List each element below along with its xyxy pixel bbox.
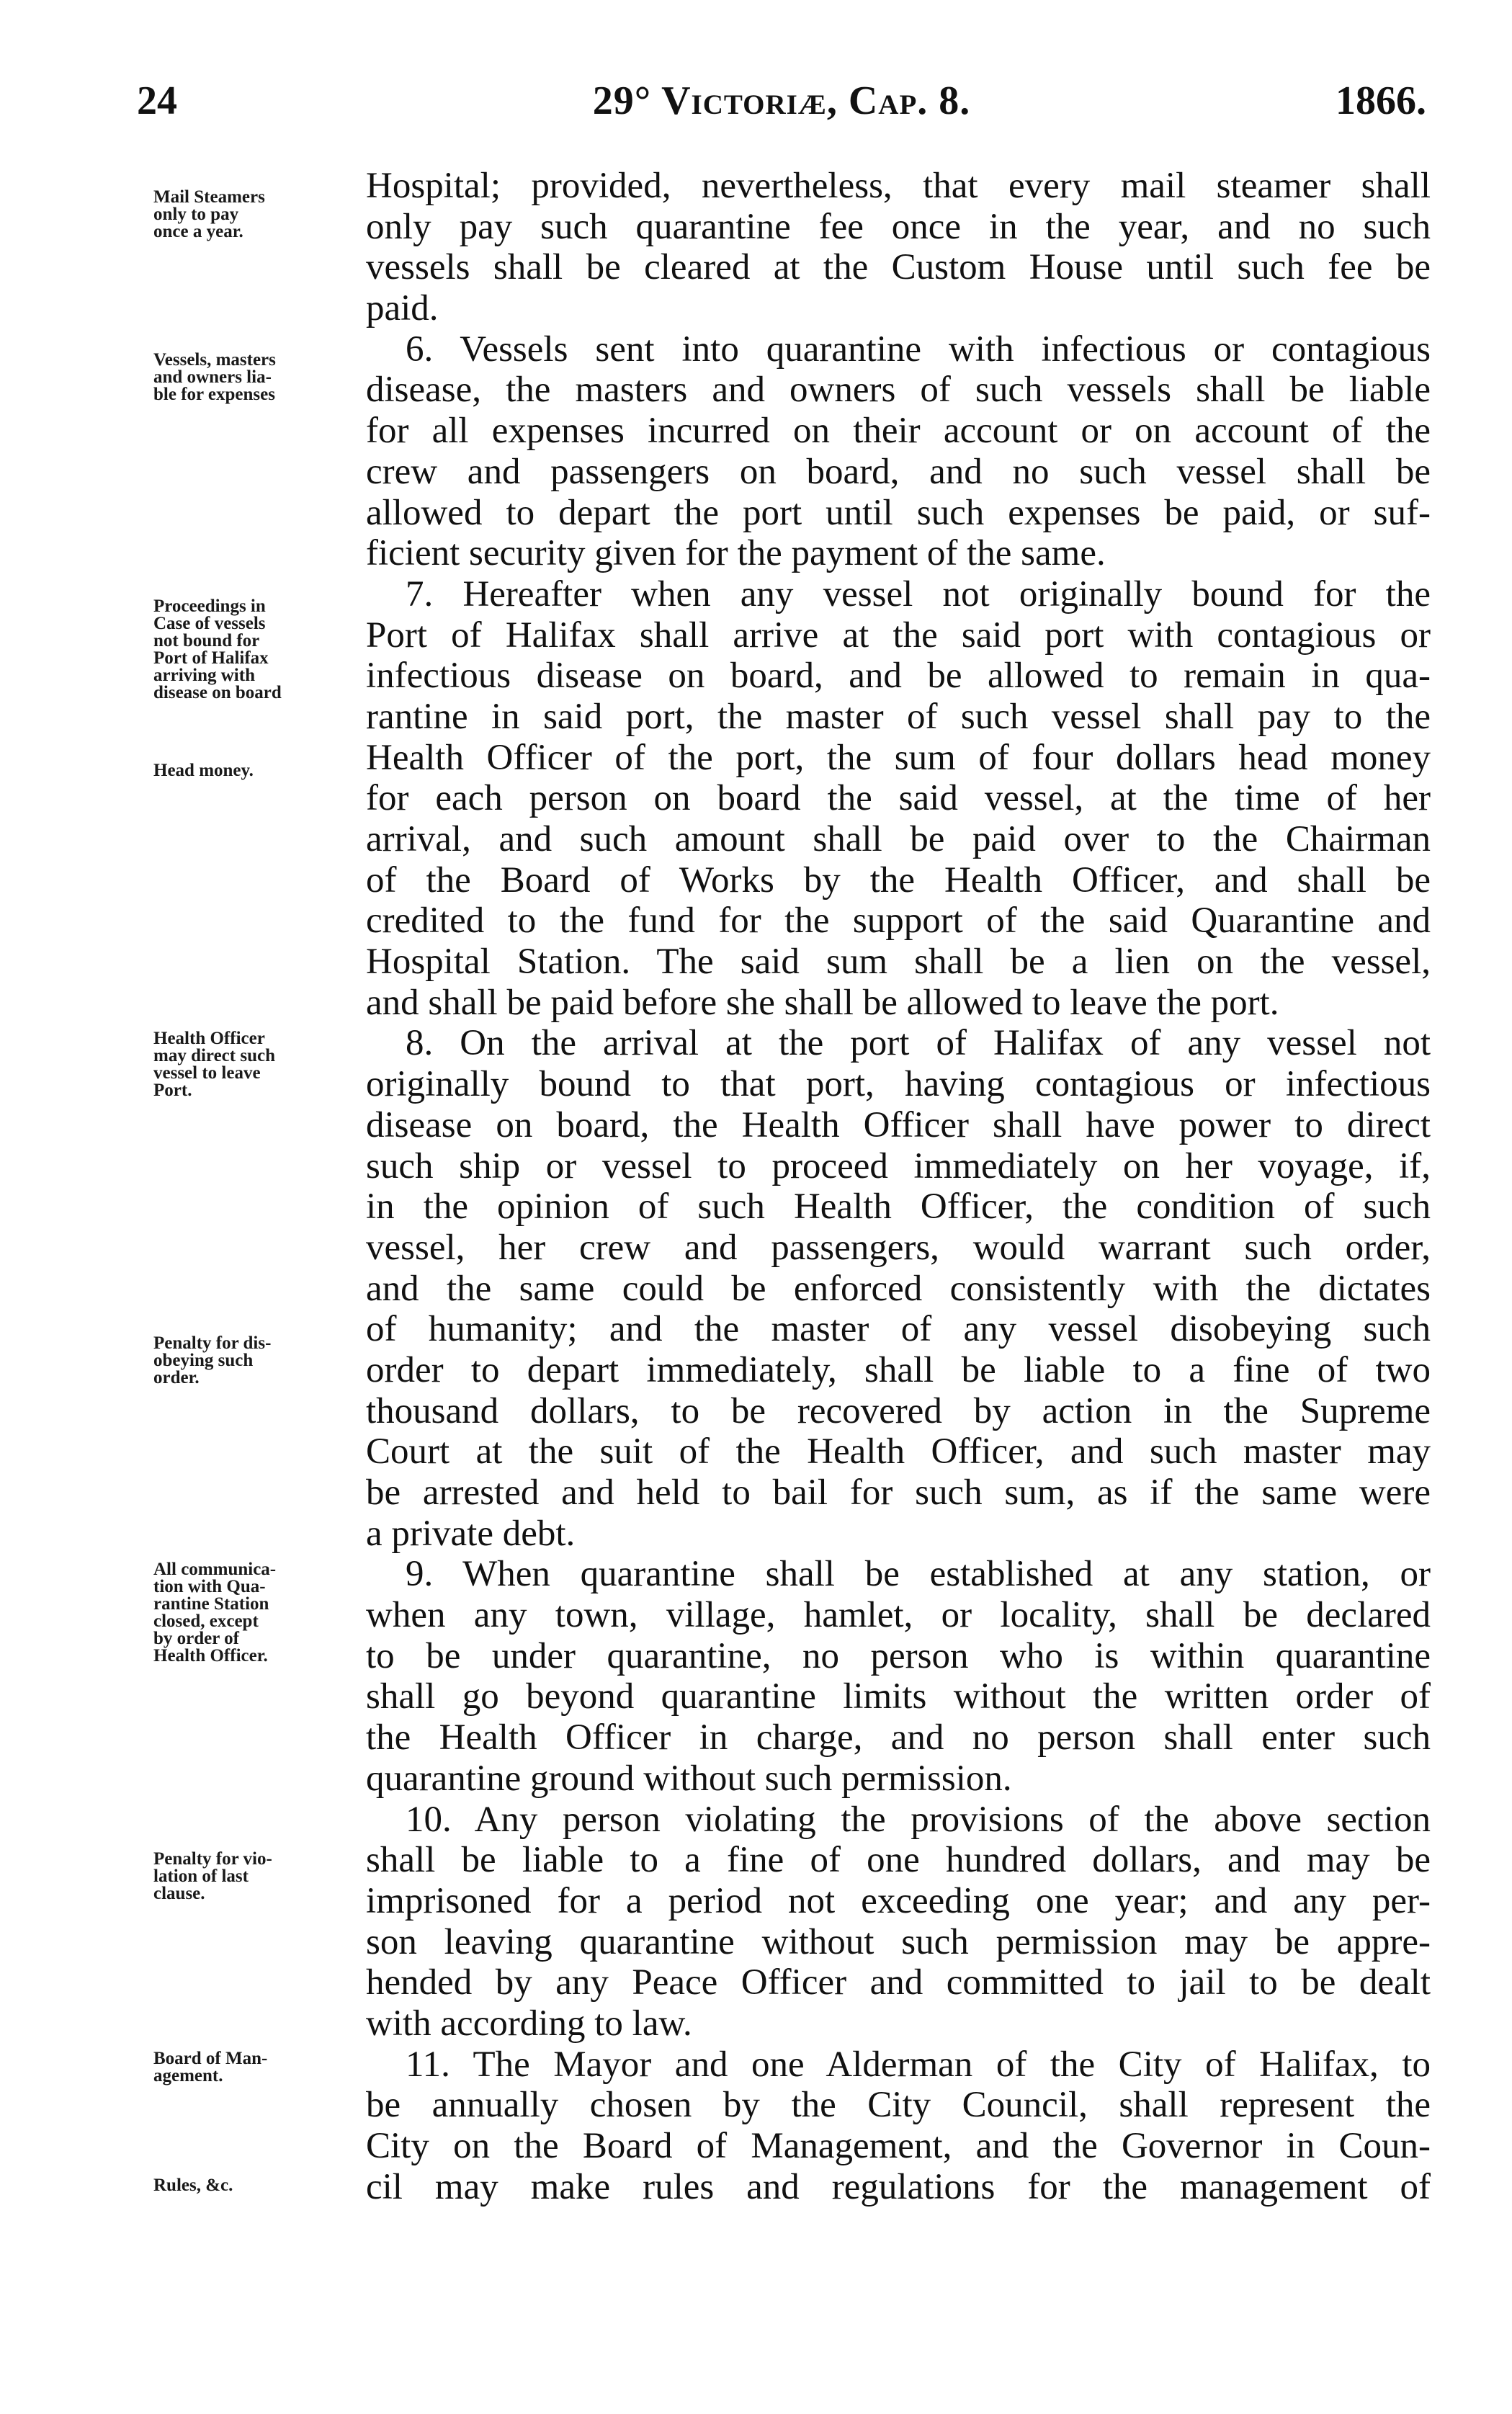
margin-note-head-money: Head money. [153, 761, 254, 780]
text-line: with according to law. [366, 2003, 692, 2044]
text-line: such ship or vessel to proceed immediately on her voyage, if, [366, 1145, 1431, 1186]
margin-note-board-management: Board of Man- agement. [153, 2049, 268, 2086]
header-year: 1866. [1336, 79, 1426, 123]
running-header [137, 72, 1426, 130]
text-line: Port of Halifax shall arrive at the said port with contagious or [366, 614, 1431, 656]
text-line: imprisoned for a period not exceeding one year; and any per- [366, 1880, 1431, 1921]
text-line: to be under quarantine, no person who is within quarantine [366, 1635, 1431, 1676]
section-7-start: 7. Hereafter when any vessel not originally bound for the [406, 573, 1431, 614]
text-line: disease on board, the Health Officer shall have power to direct [366, 1104, 1431, 1145]
header-title: 29° Victoriæ, Cap. 8. [592, 79, 971, 123]
text-line: quarantine ground without such permission. [366, 1758, 1012, 1799]
text-line: originally bound to that port, having contagious or infectious [366, 1064, 1431, 1105]
section-11-start: 11. The Mayor and one Alderman of the City of Halifax, to [406, 2044, 1431, 2085]
text-line: credited to the fund for the support of the said Quarantine and [366, 900, 1431, 942]
section-9-start: 9. When quarantine shall be established at any station, or [406, 1554, 1431, 1595]
section-10-start: 10. Any person violating the provisions of the above section [406, 1799, 1431, 1840]
text-line: only pay such quarantine fee once in the year, and no such [366, 206, 1431, 247]
text-line: vessel, her crew and passengers, would warrant such order, [366, 1227, 1431, 1268]
text-line: son leaving quarantine without such permission may be appre- [366, 1921, 1431, 1962]
text-line: shall be liable to a fine of one hundred dollars, and may be [366, 1840, 1431, 1881]
page-number: 24 [137, 79, 177, 123]
margin-note-vessels-liable: Vessels, masters and owners lia- ble for expenses [153, 350, 276, 404]
text-line: rantine in said port, the master of such vessel shall pay to the [366, 696, 1431, 737]
text-line: crew and passengers on board, and no such vessel shall be [366, 451, 1431, 492]
text-line: Health Officer of the port, the sum of four dollars head money [366, 737, 1431, 778]
text-line: thousand dollars, to be recovered by action in the Supreme [366, 1390, 1431, 1431]
text-line: of the Board of Works by the Health Officer, and shall be [366, 859, 1431, 900]
margin-note-mail-steamers: Mail Steamers only to pay once a year. [153, 187, 265, 241]
margin-note-communication-closed: All communica- tion with Qua- rantine Station closed, except by order of Health Officer. [153, 1560, 277, 1666]
text-line: vessels shall be cleared at the Custom House until such fee be [366, 247, 1431, 288]
text-line: for all expenses incurred on their account or on account of the [366, 411, 1431, 452]
text-line: be arrested and held to bail for such sum, as if the same were [366, 1472, 1431, 1513]
text-line: allowed to depart the port until such expenses be paid, or suf- [366, 492, 1431, 533]
section-8-start: 8. On the arrival at the port of Halifax of any vessel not [406, 1023, 1431, 1064]
text-line: shall go beyond quarantine limits without the written order of [366, 1676, 1431, 1717]
text-line: be annually chosen by the City Council, shall represent the [366, 2085, 1431, 2126]
text-line: for each person on board the said vessel, at the time of her [366, 778, 1431, 819]
text-line: paid. [366, 288, 439, 329]
text-line: of humanity; and the master of any vessel disobeying such [366, 1309, 1431, 1350]
text-line: arrival, and such amount shall be paid over to the Chairman [366, 819, 1431, 859]
statute-text [366, 166, 1431, 2207]
margin-note-penalty-disobeying: Penalty for dis- obeying such order. [153, 1333, 272, 1387]
text-line: disease, the masters and owners of such vessels shall be liable [366, 370, 1431, 411]
text-line: Hospital; provided, nevertheless, that every mail steamer shall [366, 166, 1431, 206]
text-line: and shall be paid before she shall be allowed to leave the port. [366, 982, 1279, 1023]
text-line: City on the Board of Management, and the Governor in Coun- [366, 2126, 1431, 2166]
text-line: order to depart immediately, shall be liable to a fine of two [366, 1349, 1431, 1390]
text-line: hended by any Peace Officer and committed to jail to be dealt [366, 1962, 1431, 2003]
text-line: ficient security given for the payment of the same. [366, 533, 1106, 574]
text-line: Hospital Station. The said sum shall be a lien on the vessel, [366, 942, 1431, 983]
text-line: Court at the suit of the Health Officer, and such master may [366, 1431, 1431, 1472]
section-6-start: 6. Vessels sent into quarantine with infectious or contagious [406, 328, 1431, 370]
margin-note-proceedings: Proceedings in Case of vessels not bound for Port of Halifax arriving with disease on board [153, 596, 282, 702]
text-line: infectious disease on board, and be allowed to remain in qua- [366, 656, 1431, 697]
text-line: and the same could be enforced consistently with the dictates [366, 1268, 1431, 1309]
text-line: the Health Officer in charge, and no person shall enter such [366, 1717, 1431, 1758]
margin-note-penalty-violation: Penalty for vio- lation of last clause. [153, 1849, 272, 1903]
text-line: cil may make rules and regulations for the management of [366, 2166, 1431, 2207]
margin-note-rules: Rules, &c. [153, 2176, 233, 2195]
text-line: when any town, village, hamlet, or locality, shall be declared [366, 1595, 1431, 1636]
text-line: in the opinion of such Health Officer, the condition of such [366, 1186, 1431, 1228]
margin-note-health-officer: Health Officer may direct such vessel to leave Port. [153, 1029, 275, 1100]
text-line: a private debt. [366, 1513, 576, 1554]
